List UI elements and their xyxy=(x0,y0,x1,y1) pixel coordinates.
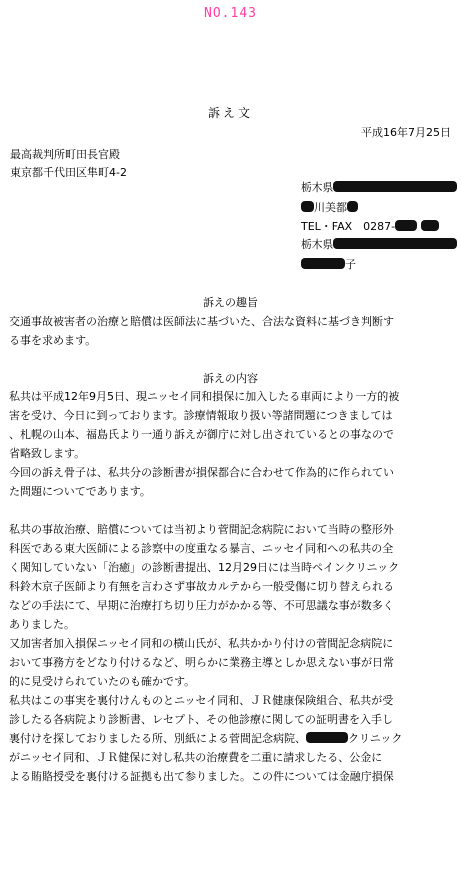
redaction xyxy=(395,220,417,231)
content-line: ありました。 xyxy=(9,618,75,631)
redaction xyxy=(301,258,345,269)
content-line: く関知していない「治癒」の診断書提出、12月29日には当時ペインクリニック xyxy=(9,561,400,574)
content-line: がニッセイ同和、ＪＲ健保に対し私共の治療費を二重に請求したる、公金に xyxy=(9,751,383,764)
purpose-line: 交通事故被害者の治療と賠償は医師法に基づいた、合法な資料に基づき判断す xyxy=(9,315,394,328)
sender-name-2-suffix: 子 xyxy=(345,258,356,271)
content-line: などの手法にて、早期に治療打ち切り圧力がかかる等、不可思議な事が数多く xyxy=(9,599,394,612)
sender-address-1 xyxy=(301,180,457,195)
content-line-part: 裏付けを探しておりましたる所、別紙による菅間記念病院、 xyxy=(9,732,306,745)
content-line: 私共の事故治療、賠償については当初より菅間記念病院において当時の整形外 xyxy=(9,523,394,536)
content-line: た問題についてであります。 xyxy=(9,485,151,498)
recipient-name: 最高裁判所町田長官殿 xyxy=(10,148,120,161)
content-line: 科医である東大医師による診察中の度重なる暴言、ニッセイ同和への私共の全 xyxy=(9,542,394,555)
purpose-heading: 訴えの趣旨 xyxy=(203,296,258,309)
content-line: 私共はこの事実を裏付けんものとニッセイ同和、ＪＲ健康保険組合、私共が受 xyxy=(9,694,394,707)
sender-name-2 xyxy=(301,256,356,272)
sender-address-2 xyxy=(301,237,457,252)
redaction xyxy=(421,220,439,231)
redaction xyxy=(333,238,457,249)
content-line: おいて事務方をどなり付けるなど、明らかに業務主導としか思えない事が日常 xyxy=(9,656,394,669)
content-line: 害を受け、今日に到っております。診療情報取り扱い等諸問題につきましては xyxy=(9,409,393,422)
content-line-part: クリニック xyxy=(348,732,403,745)
sender-tel-prefix: TEL・FAX 0287- xyxy=(301,220,396,233)
content-line: 省略致します。 xyxy=(9,447,86,460)
redaction xyxy=(301,201,314,212)
content-heading: 訴えの内容 xyxy=(203,372,258,385)
content-line xyxy=(9,730,402,746)
redaction xyxy=(333,181,457,192)
content-line: 診したる各病院より診断書、レセプト、その他診療に関しての証明書を入手し xyxy=(9,713,394,726)
sender-name-1 xyxy=(301,199,358,215)
sender-address-1-prefix: 栃木県 xyxy=(301,181,334,194)
redaction xyxy=(347,201,358,212)
sender-name-1-suffix: 川美都 xyxy=(314,201,347,214)
content-line: 又加害者加入損保ニッセイ同和の横山氏が、私共かかり付けの菅間記念病院に xyxy=(9,637,394,650)
purpose-line: る事を求めます。 xyxy=(9,334,97,347)
content-line: よる賄賂授受を裏付ける証拠も出て参りました。この件については金融庁損保 xyxy=(9,770,394,783)
content-line: 私共は平成12年9月5日、現ニッセイ同和損保に加入したる車両により一方的被 xyxy=(9,390,400,403)
document-date: 平成16年7月25日 xyxy=(361,126,451,139)
redaction xyxy=(306,732,348,743)
recipient-address: 東京都千代田区隼町4-2 xyxy=(10,166,127,179)
page-number: NO.143 xyxy=(204,6,257,21)
content-line: 今回の訴え骨子は、私共分の診断書が損保都合に合わせて作為的に作られてい xyxy=(9,466,394,479)
content-line: 科鈴木京子医師より有無を言わさず事故カルテから一般受傷に切り替えられる xyxy=(9,580,394,593)
sender-address-2-prefix: 栃木県 xyxy=(301,238,334,251)
document-title: 訴え文 xyxy=(207,106,253,120)
sender-tel-fax xyxy=(301,218,439,234)
content-line: 的に見受けられていたのも確かです。 xyxy=(9,675,196,688)
content-line: 、札幌の山本、福島氏より一通り訴えが御庁に対し出されているとの事なので xyxy=(9,428,394,441)
